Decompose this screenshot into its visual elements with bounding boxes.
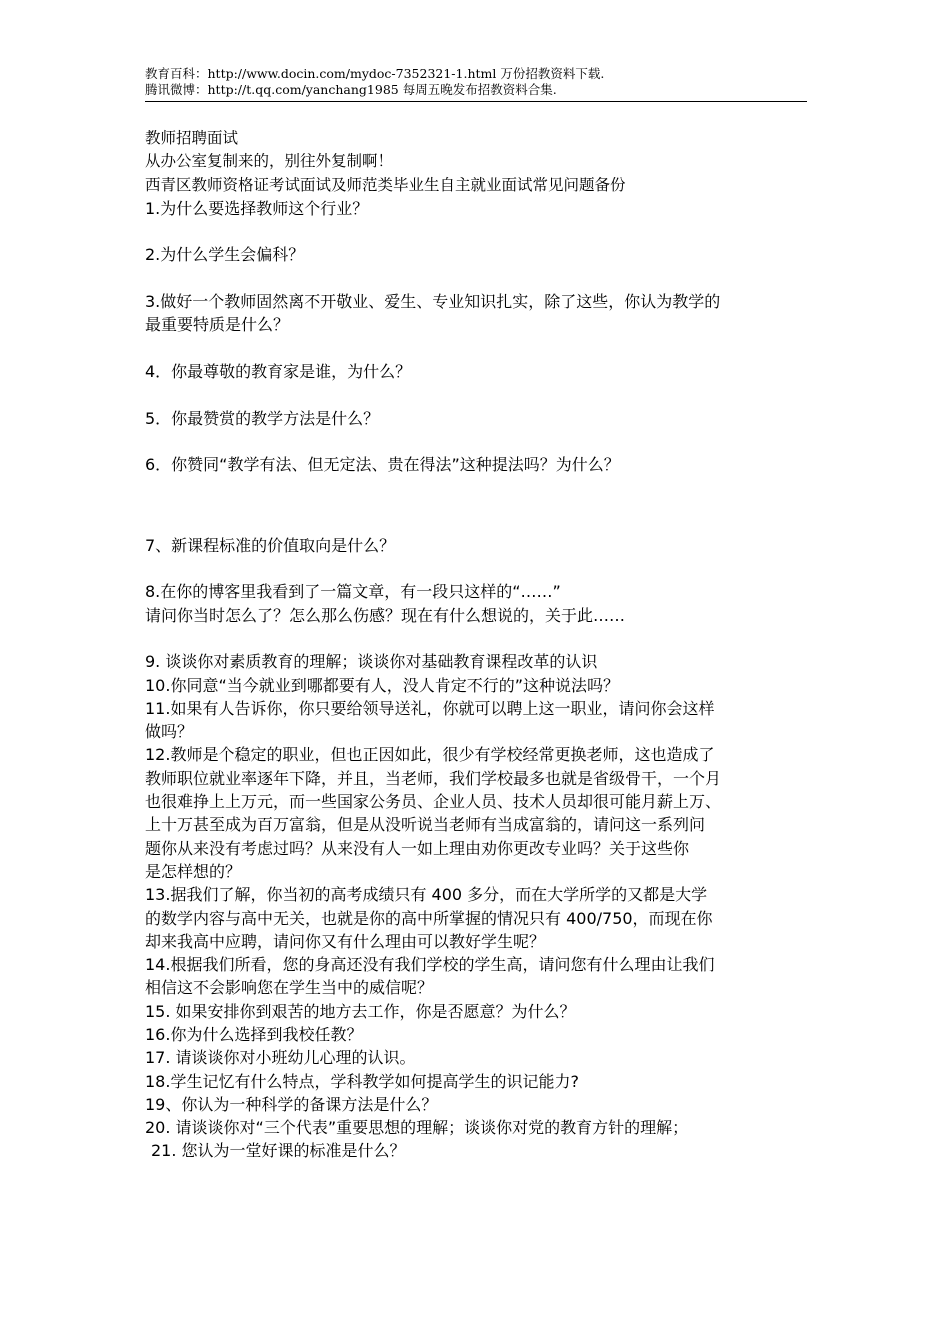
question-1: 1.为什么要选择教师这个行业？	[145, 198, 369, 218]
question-12-line-2: 教师职位就业率逐年下降，并且，当老师，我们学校最多也就是省级骨干，一个月	[145, 768, 722, 788]
question-20: 20. 请谈谈你对“三个代表”重要思想的理解；谈谈你对党的教育方针的理解；	[145, 1118, 689, 1138]
spacer	[145, 337, 815, 360]
question-17: 17. 请谈谈你对小班幼儿心理的认识。	[145, 1048, 416, 1068]
question-3-line-2: 最重要特质是什么？	[145, 315, 290, 335]
question-12-line-3: 也很难挣上上万元，而一些国家公务员、企业人员、技术人员却很可能月薪上万、	[145, 792, 722, 812]
question-6: 6．你赞同“教学有法、但无定法、贵在得法”这种提法吗？为什么？	[145, 455, 620, 475]
spacer	[145, 267, 815, 290]
spacer	[145, 500, 815, 534]
question-16: 16.你为什么选择到我校任教？	[145, 1024, 363, 1044]
question-8-line-2: 请问你当时怎么了？怎么那么伤感？现在有什么想说的，关于此……	[145, 605, 626, 625]
question-10: 10.你同意“当今就业到哪都要有人，没人肯定不行的”这种说法吗？	[145, 675, 620, 695]
spacer	[145, 557, 815, 580]
question-14-line-1: 14.根据我们所看，您的身高还没有我们学校的学生高，请问您有什么理由让我们	[145, 955, 715, 975]
question-12-line-1: 12.教师是个稳定的职业，但也正因如此，很少有学校经常更换老师，这也造成了	[145, 745, 715, 765]
question-11-line-1: 11.如果有人告诉你，你只要给领导送礼，你就可以聘上这一职业，请问你会这样	[145, 698, 715, 718]
spacer	[145, 476, 815, 499]
question-15: 15. 如果安排你到艰苦的地方去工作，你是否愿意？为什么？	[145, 1001, 576, 1021]
question-13-line-2: 的数学内容与高中无关，也就是你的高中所掌握的情况只有 400/750，而现在你	[145, 908, 713, 928]
question-12-line-6: 是怎样想的？	[145, 861, 242, 881]
question-12-line-5: 题你从来没有考虑过吗？从来没有人一如上理由劝你更改专业吗？关于这些你	[145, 838, 690, 858]
spacer	[145, 627, 815, 650]
header-line-weibo: 腾讯微博：http://t.qq.com/yanchang1985 每周五晚发布招教资料合集.	[145, 82, 557, 97]
doc-note: 从办公室复制来的，别往外复制啊！	[145, 152, 394, 171]
question-18: 18.学生记忆有什么特点，学科教学如何提高学生的识记能力?	[145, 1071, 579, 1091]
header-line-baike: 教育百科：http://www.docin.com/mydoc-7352321-1.html 万份招教资料下载.	[145, 66, 605, 81]
question-12-line-4: 上十万甚至成为百万富翁，但是从没听说当老师有当成富翁的，请问这一系列问	[145, 815, 706, 835]
question-13-line-3: 却来我高中应聘，请问你又有什么理由可以教好学生呢？	[145, 931, 546, 951]
question-21: 21. 您认为一堂好课的标准是什么？	[151, 1141, 406, 1161]
spacer	[145, 383, 815, 406]
question-7: 7、新课程标准的价值取向是什么？	[145, 535, 396, 555]
document-body	[145, 127, 815, 1163]
question-8-line-1: 8.在你的博客里我看到了一篇文章，有一段只这样的“……”	[145, 582, 561, 602]
header-divider	[145, 101, 807, 102]
question-5: 5．你最赞赏的教学方法是什么？	[145, 408, 380, 428]
question-19: 19、你认为一种科学的备课方法是什么？	[145, 1094, 438, 1114]
question-4: 4．你最尊敬的教育家是谁，为什么？	[145, 361, 412, 381]
spacer	[145, 430, 815, 453]
question-3-line-1: 3.做好一个教师固然离不开敬业、爱生、专业知识扎实，除了这些，你认为教学的	[145, 292, 721, 312]
question-2: 2.为什么学生会偏科？	[145, 245, 305, 265]
doc-title: 教师招聘面试	[145, 129, 239, 147]
question-11-line-2: 做吗？	[145, 722, 194, 742]
doc-subtitle: 西青区教师资格证考试面试及师范类毕业生自主就业面试常见问题备份	[145, 175, 626, 194]
spacer	[145, 220, 815, 243]
question-9: 9. 谈谈你对素质教育的理解；谈谈你对基础教育课程改革的认识	[145, 652, 598, 672]
question-13-line-1: 13.据我们了解，你当初的高考成绩只有 400 多分，而在大学所学的又都是大学	[145, 885, 708, 905]
page-header	[145, 66, 807, 98]
question-14-line-2: 相信这不会影响您在学生当中的威信呢？	[145, 978, 434, 998]
